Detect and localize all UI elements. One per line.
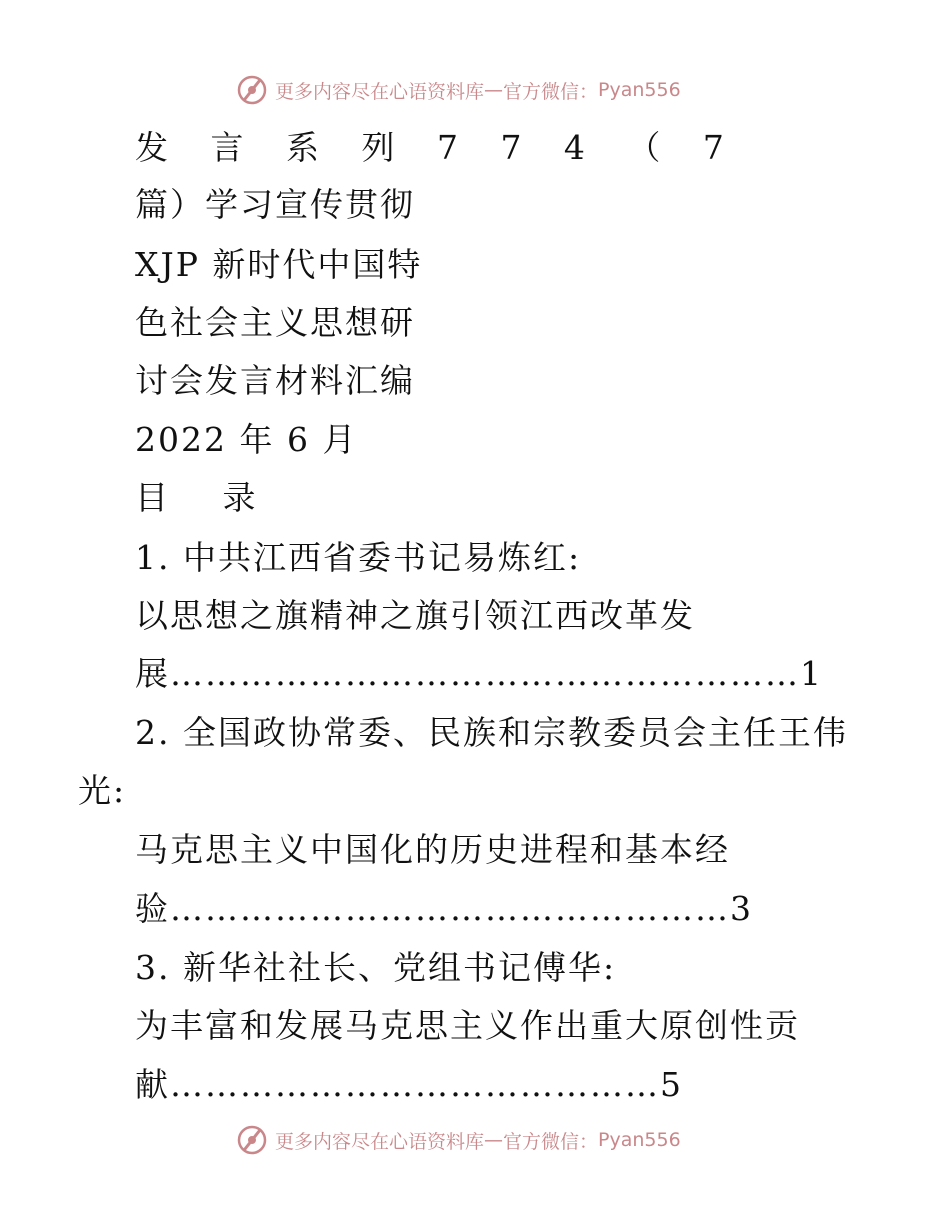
watermark-suffix: 官方微信： xyxy=(503,80,599,103)
toc-item-2-head: 2. 全国政协常委、民族和宗教委员会主任王伟 xyxy=(135,713,848,752)
toc-item-1-head: 1. 中共江西省委书记易炼红: xyxy=(135,538,582,577)
date-line: 2022 年 6 月 xyxy=(135,420,358,459)
title-line-5: 讨会发言材料汇编 xyxy=(135,361,415,400)
quill-logo-icon xyxy=(235,73,269,107)
toc-heading: 目 录 xyxy=(135,478,278,517)
quill-logo-icon xyxy=(235,1123,269,1157)
watermark-text: 更多内容尽在心语资料库 xyxy=(275,1130,485,1153)
watermark-sep: — xyxy=(484,79,504,101)
watermark-suffix: 官方微信： xyxy=(503,1130,599,1153)
title-line-3: XJP 新时代中国特 xyxy=(135,245,423,284)
toc-item-3-head: 3. 新华社社长、党组书记傅华: xyxy=(135,948,617,987)
title-line-2: 篇）学习宣传贯彻 xyxy=(135,185,415,224)
toc-item-3-title: 为丰富和发展马克思主义作出重大原创性贡 xyxy=(135,1006,800,1045)
toc-item-3-tail: 献……………………………………5 xyxy=(135,1065,683,1104)
watermark-header xyxy=(235,72,681,108)
watermark-footer xyxy=(235,1122,681,1158)
title-line-4: 色社会主义思想研 xyxy=(135,303,415,342)
toc-item-2-title: 马克思主义中国化的历史进程和基本经 xyxy=(135,830,730,869)
watermark-id: Pyan556 xyxy=(598,79,681,101)
watermark-text: 更多内容尽在心语资料库 xyxy=(275,80,485,103)
toc-item-1-tail: 展………………………………………………1 xyxy=(135,654,823,693)
toc-item-2-head-cont: 光: xyxy=(78,771,127,810)
watermark-id: Pyan556 xyxy=(598,1129,681,1151)
toc-item-2-tail: 验…………………………………………3 xyxy=(135,889,753,928)
toc-item-1-title: 以思想之旗精神之旗引领江西改革发 xyxy=(135,596,695,635)
watermark-sep: — xyxy=(484,1129,504,1151)
title-line-1: 发 言 系 列 7 7 4 （ 7 xyxy=(135,128,740,167)
